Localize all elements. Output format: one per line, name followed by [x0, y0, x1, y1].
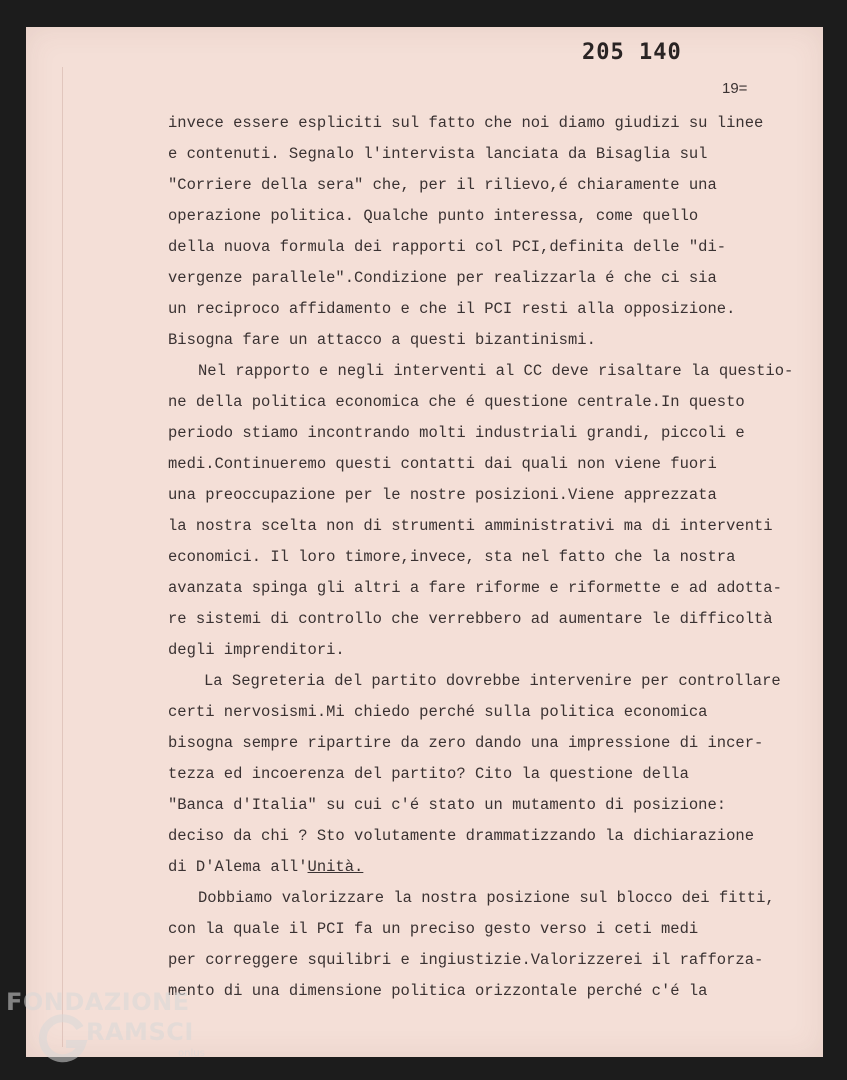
line-text: e contenuti. Segnalo l'intervista lanciata da Bisaglia sul — [168, 145, 708, 163]
text-line — [168, 294, 793, 325]
archive-number: 205 140 — [582, 40, 682, 65]
line-text: con la quale il PCI fa un preciso gesto verso i ceti medi — [168, 920, 699, 938]
text-line — [168, 139, 793, 170]
line-text: mento di una dimensione politica orizzontale perché c'é la — [168, 982, 708, 1000]
line-text: re sistemi di controllo che verrebbero ad aumentare le difficoltà — [168, 610, 773, 628]
line-text: Bisogna fare un attacco a questi bizantinismi. — [168, 331, 596, 349]
watermark-line-1: FONDAZIONE — [6, 988, 190, 1016]
line-text: "Corriere della sera" che, per il rilievo,é chiaramente una — [168, 176, 717, 194]
text-line — [168, 108, 793, 139]
line-text: economici. Il loro timore,invece, sta nel fatto che la nostra — [168, 548, 736, 566]
line-text: Dobbiamo valorizzare la nostra posizione sul blocco dei fitti, — [198, 889, 775, 907]
text-line — [168, 604, 793, 635]
page-number: 19= — [722, 80, 748, 97]
line-text: "Banca d'Italia" su cui c'é stato un mutamento di posizione: — [168, 796, 727, 814]
text-line — [168, 914, 793, 945]
line-text: La Segreteria del partito dovrebbe intervenire per controllare — [204, 672, 781, 690]
text-line — [168, 542, 793, 573]
text-line — [168, 356, 793, 387]
text-line — [168, 976, 793, 1007]
line-text: medi.Continueremo questi contatti dai quali non viene fuori — [168, 455, 717, 473]
line-text: un reciproco affidamento e che il PCI resti alla opposizione. — [168, 300, 736, 318]
line-text: deciso da chi ? Sto volutamente drammatizzando la dichiarazione — [168, 827, 754, 845]
text-line — [168, 201, 793, 232]
line-text: tezza ed incoerenza del partito? Cito la questione della — [168, 765, 689, 783]
line-text: bisogna sempre ripartire da zero dando una impressione di incer- — [168, 734, 764, 752]
line-text: ne della politica economica che é questione centrale.In questo — [168, 393, 745, 411]
text-line — [168, 728, 793, 759]
line-text: una preoccupazione per le nostre posizioni.Viene apprezzata — [168, 486, 717, 504]
text-line — [168, 418, 793, 449]
text-line — [168, 387, 793, 418]
gramsci-g-logo-icon — [36, 1014, 88, 1066]
text-line — [168, 511, 793, 542]
text-line — [168, 232, 793, 263]
line-text: per correggere squilibri e ingiustizie.Valorizzerei il rafforza- — [168, 951, 764, 969]
text-line — [168, 325, 793, 356]
text-line — [168, 883, 793, 914]
text-line — [168, 759, 793, 790]
line-text: operazione politica. Qualche punto interessa, come quello — [168, 207, 699, 225]
line-text: della nuova formula dei rapporti col PCI,definita delle "di- — [168, 238, 727, 256]
text-line — [168, 821, 793, 852]
text-line — [168, 263, 793, 294]
text-line — [168, 170, 793, 201]
text-line — [168, 480, 793, 511]
text-line — [168, 852, 793, 883]
line-text: periodo stiamo incontrando molti industriali grandi, piccoli e — [168, 424, 745, 442]
underlined-text: Unità. — [307, 858, 364, 876]
line-text: di D'Alema all' — [168, 858, 308, 876]
fondazione-gramsci-watermark — [6, 988, 216, 1068]
line-text: avanzata spinga gli altri a fare riforme e riformette e ad adotta- — [168, 579, 782, 597]
line-text: la nostra scelta non di strumenti amministrativi ma di interventi — [168, 517, 773, 535]
line-text: Nel rapporto e negli interventi al CC deve risaltare la questio- — [198, 362, 794, 380]
text-line — [168, 449, 793, 480]
text-line — [168, 666, 793, 697]
watermark-line-2: RAMSCI — [86, 1018, 194, 1046]
text-line — [168, 573, 793, 604]
line-text: degli imprenditori. — [168, 641, 345, 659]
text-line — [168, 945, 793, 976]
line-text: vergenze parallele".Condizione per realizzarla é che ci sia — [168, 269, 717, 287]
paper-crease — [62, 67, 63, 1047]
typed-text-body — [168, 108, 793, 1007]
text-line — [168, 790, 793, 821]
watermark-line-3: onlus — [178, 1048, 205, 1059]
line-text: invece essere espliciti sul fatto che noi diamo giudizi su linee — [168, 114, 764, 132]
text-line — [168, 697, 793, 728]
line-text: certi nervosismi.Mi chiedo perché sulla politica economica — [168, 703, 708, 721]
text-line — [168, 635, 793, 666]
